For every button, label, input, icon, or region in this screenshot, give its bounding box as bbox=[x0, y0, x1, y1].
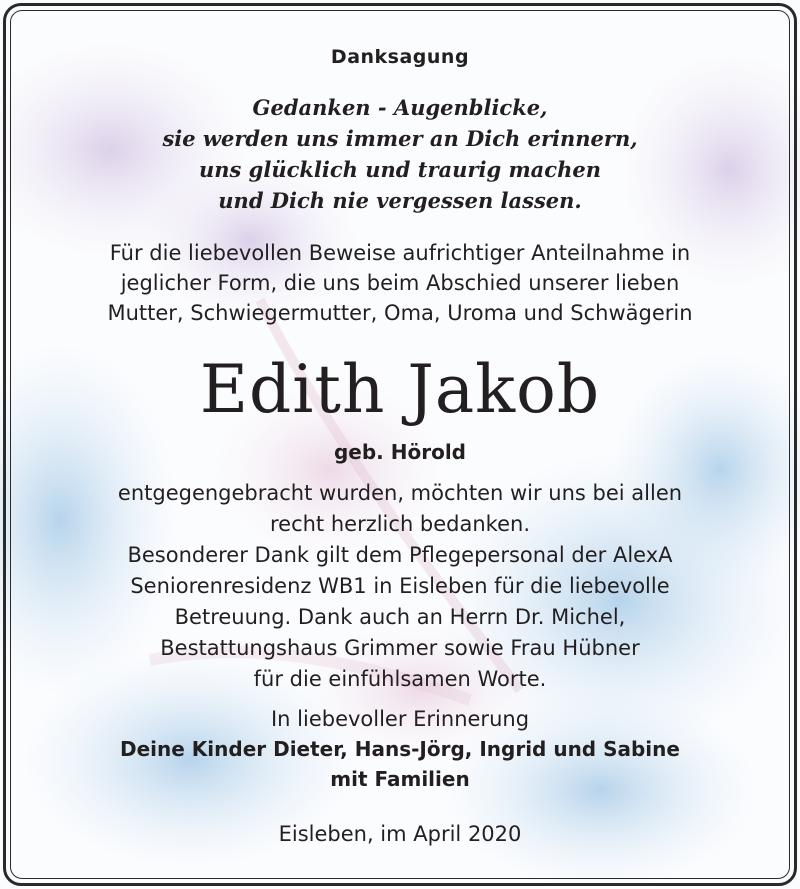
signers bbox=[40, 734, 760, 794]
signers-line: mit Familien bbox=[330, 767, 470, 791]
signers-line: Deine Kinder Dieter, Hans-Jörg, Ingrid und Sabine bbox=[120, 737, 680, 761]
intro-line: Mutter, Schwiegermutter, Oma, Uroma und Schwägerin bbox=[107, 301, 693, 325]
poem-line: Gedanken - Augenblicke, bbox=[252, 95, 548, 120]
deceased-name: Edith Jakob bbox=[199, 351, 601, 428]
thanks-line: Besonderer Dank gilt dem Pflegepersonal der AlexA bbox=[127, 543, 673, 567]
intro-line: Für die liebevollen Beweise aufrichtiger Anteilnahme in bbox=[109, 241, 691, 265]
poem-line: und Dich nie vergessen lassen. bbox=[218, 188, 582, 213]
birth-name: geb. Hörold bbox=[333, 440, 466, 464]
thanks-line: entgegengebracht wurden, möchten wir uns bei allen bbox=[117, 481, 683, 505]
thanks-line: recht herzlich bedanken. bbox=[269, 512, 531, 536]
place-and-date: Eisleben, im April 2020 bbox=[278, 822, 522, 846]
memory-line: In liebevoller Erinnerung bbox=[270, 707, 530, 731]
heading-danksagung: Danksagung bbox=[330, 46, 470, 68]
thanks-line: Betreuung. Dank auch an Herrn Dr. Michel, bbox=[174, 605, 626, 629]
thanks-paragraph bbox=[40, 478, 760, 695]
intro-line: jeglicher Form, die uns beim Abschied unserer lieben bbox=[120, 271, 680, 295]
intro-paragraph bbox=[40, 238, 760, 328]
thanks-line: Bestattungshaus Grimmer sowie Frau Hübner bbox=[160, 636, 640, 660]
thanks-line: für die einfühlsamen Worte. bbox=[253, 667, 547, 691]
poem-line: sie werden uns immer an Dich erinnern, bbox=[162, 126, 638, 151]
poem bbox=[40, 92, 760, 216]
poem-line: uns glücklich und traurig machen bbox=[199, 157, 601, 182]
thanks-line: Seniorenresidenz WB1 in Eisleben für die liebevolle bbox=[130, 574, 670, 598]
